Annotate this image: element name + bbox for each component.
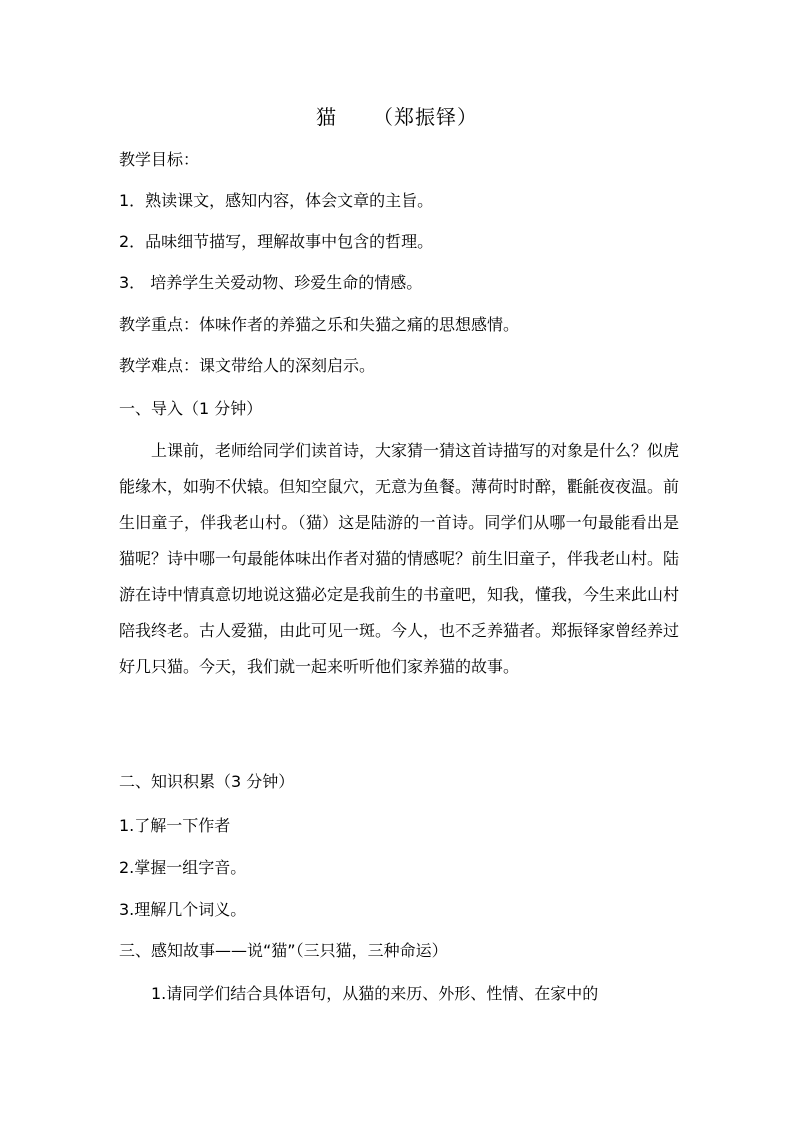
title-text: 猫 <box>316 105 337 129</box>
section2-item-1: 1.了解一下作者 <box>119 816 231 835</box>
goals-heading: 教学目标： <box>119 150 200 169</box>
goal-item-2: 2．品味细节描写，理解故事中包含的哲理。 <box>119 232 434 251</box>
section1-paragraph: 上课前，老师给同学们读首诗，大家猜一猜这首诗描写的对象是什么？似虎能缘木，如驹不伏辕。但知空鼠穴，无意为鱼餐。薄荷时时醉，氍毹夜夜温。前生旧童子，伴我老山村。（猫）这是陆游的一首诗。同学们从哪一句最能看出是猫呢？诗中哪一句最能体味出作者对猫的情感呢？前生旧童子，伴我老山村。陆游在诗中情真意切地说这猫必定是我前生的书童吧，知我，懂我，今生来此山村陪我终老。古人爱猫，由此可见一斑。今人，也不乏养猫者。郑振铎家曾经养过好几只猫。今天，我们就一起来听听他们家养猫的故事。 <box>119 441 680 676</box>
goal-item-1: 1．熟读课文，感知内容，体会文章的主旨。 <box>119 191 434 210</box>
section3-heading: 三、感知故事——说“猫”（三只猫，三种命运） <box>119 941 448 960</box>
page-title <box>0 103 794 131</box>
goal-item-3: 3． 培养学生关爱动物、珍爱生命的情感。 <box>119 273 423 292</box>
section1-heading: 一、导入（1 分钟） <box>119 399 263 418</box>
difficulty: 教学难点：课文带给人的深刻启示。 <box>119 356 376 375</box>
section3-item-1: 1.请同学们结合具体语句，从猫的来历、外形、性情、在家中的 <box>151 984 599 1003</box>
section2-item-3: 3.理解几个词义。 <box>119 900 247 919</box>
section2-item-2: 2.掌握一组字音。 <box>119 858 247 877</box>
title-author: （郑振铎） <box>373 105 478 129</box>
section2-heading: 二、知识积累（3 分钟） <box>119 772 295 791</box>
key-point: 教学重点：体味作者的养猫之乐和失猫之痛的思想感情。 <box>119 315 520 334</box>
